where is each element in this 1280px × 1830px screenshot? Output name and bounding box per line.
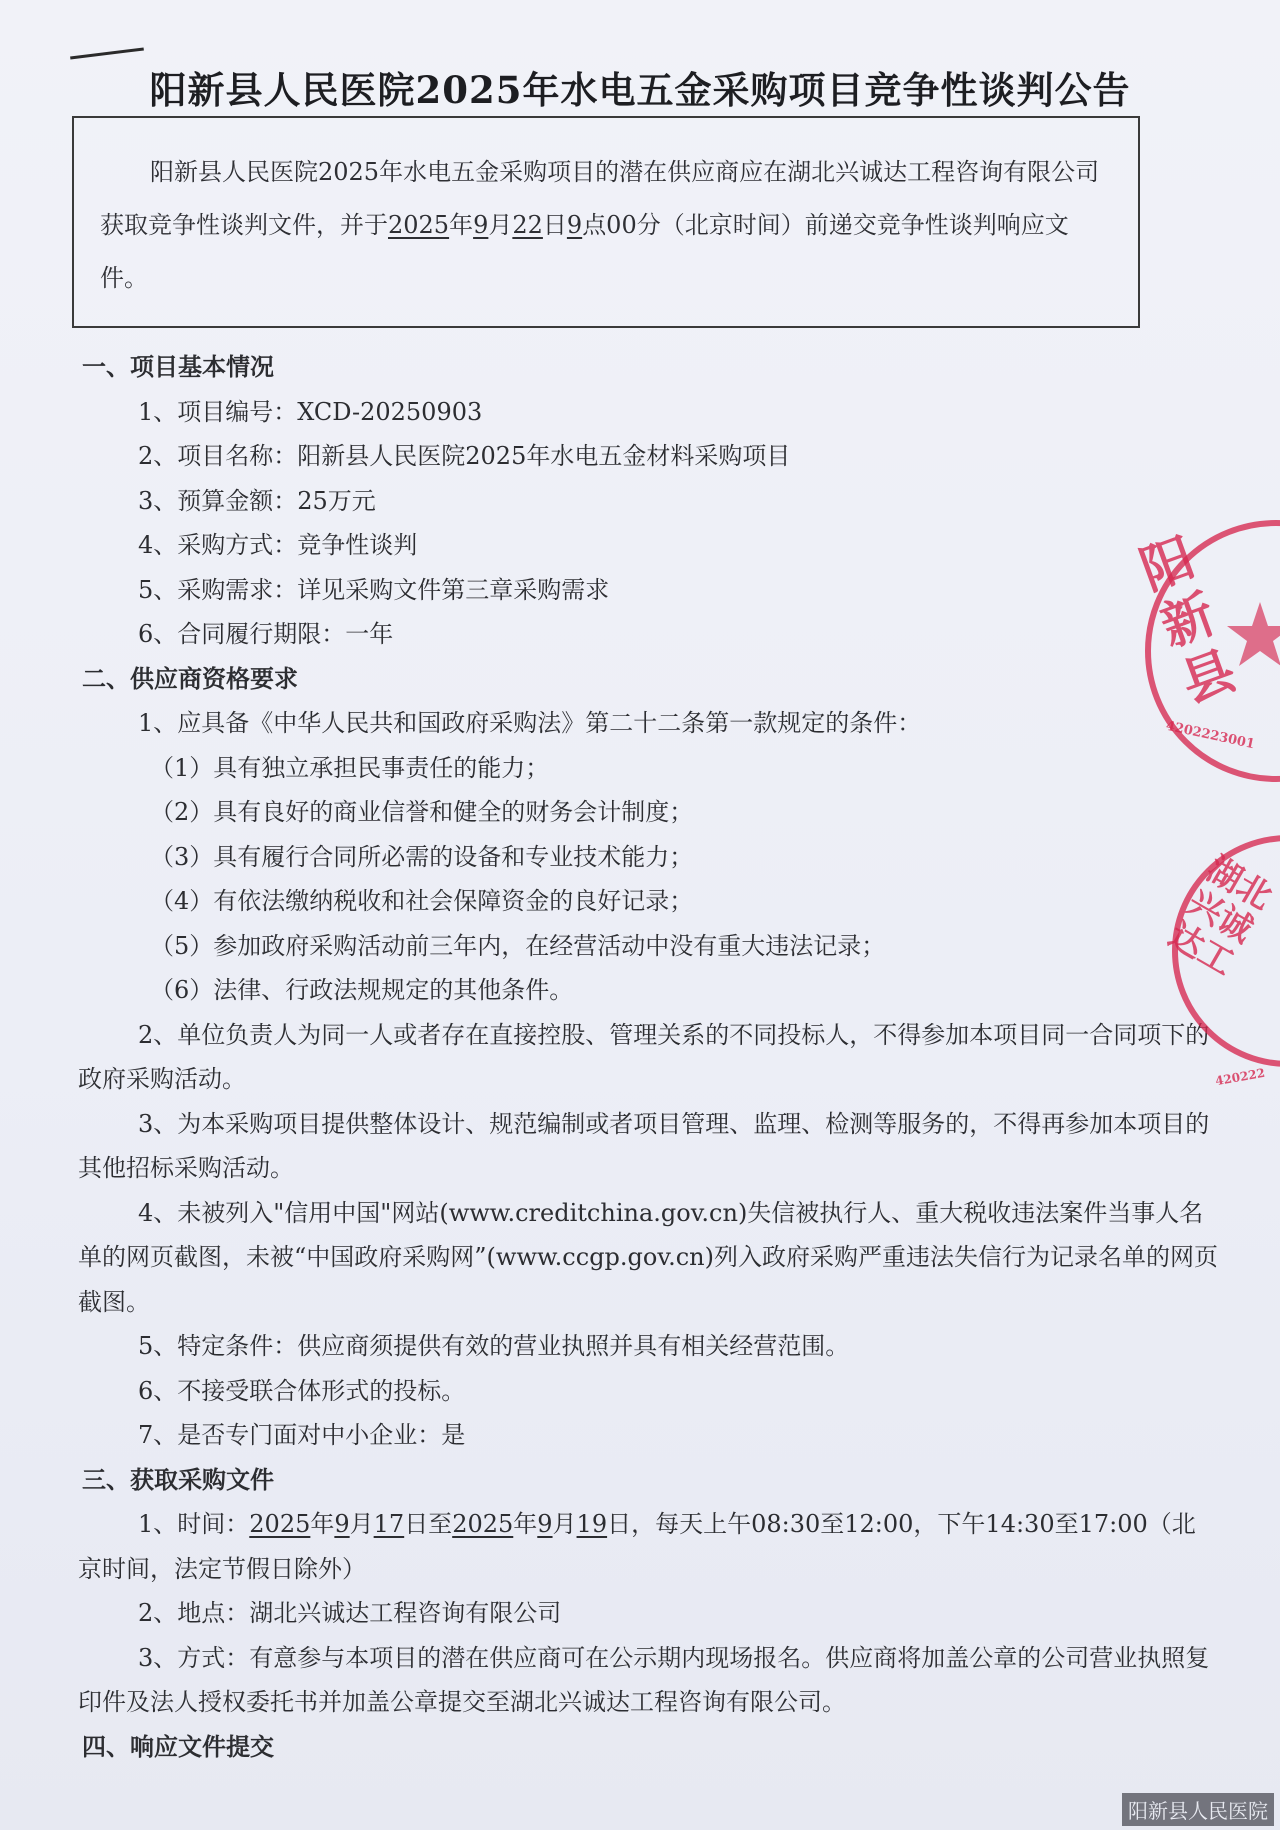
list-item: 4、采购方式：竞争性谈判: [138, 531, 418, 559]
company-seal-code: 420222: [1214, 1065, 1266, 1089]
sub-list-item: （5）参加政府采购活动前三年内，在经营活动中没有重大违法记录；: [150, 931, 886, 960]
sub-list-item: （3）具有履行合同所必需的设备和专业技术能力；: [150, 842, 694, 871]
paragraph: 2、单位负责人为同一人或者存在直接控股、管理关系的不同投标人，不得参加本项目同一合同项下的政府采购活动。: [78, 1020, 1210, 1093]
sub-list-item: （6）法律、行政法规规定的其他条件。: [150, 976, 574, 1004]
paragraph: 3、方式：有意参与本项目的潜在供应商可在公示期内现场报名。供应商将加盖公章的公司营业执照复印件及法人授权委托书并加盖公章提交至湖北兴诚达工程咨询有限公司。: [78, 1643, 1210, 1716]
section-heading: 二、供应商资格要求: [82, 663, 298, 693]
time-rest: 日，每天上午08:30至12:00，下午14:30至17:00（北京时间，法定节假日除外）: [78, 1510, 1196, 1583]
deadline-month-unit: 月: [488, 211, 513, 239]
list-item: 6、合同履行期限：一年: [138, 620, 394, 648]
deadline-hour: 9: [566, 211, 583, 239]
list-item: 2、项目名称：阳新县人民医院2025年水电五金材料采购项目: [138, 442, 791, 470]
end-year: 2025: [452, 1510, 514, 1538]
header-dash: [70, 48, 144, 60]
sub-list-item: （2）具有良好的商业信誉和健全的财务会计制度；: [150, 798, 694, 826]
watermark: 阳新县人民医院: [1122, 1793, 1274, 1826]
list-item: 5、采购需求：详见采购文件第三章采购需求: [138, 575, 610, 604]
list-item: 1、项目编号：XCD-20250903: [138, 397, 483, 426]
month-unit: 月: [552, 1510, 577, 1538]
notice-text-2: 点00分（北京时间）前递交竞争性谈判响应文件。: [100, 211, 1069, 292]
end-day: 19: [576, 1510, 608, 1538]
list-item: 6、不接受联合体形式的投标。: [138, 1376, 466, 1405]
end-month: 9: [537, 1510, 553, 1538]
section-heading: 三、获取采购文件: [82, 1464, 274, 1494]
year-unit: 年: [310, 1510, 335, 1538]
deadline-day: 22: [512, 211, 543, 239]
time-label: 1、时间：: [138, 1510, 250, 1538]
notice-paragraph: [100, 146, 1112, 305]
year-unit: 年: [513, 1510, 538, 1538]
deadline-month: 9: [473, 211, 489, 239]
list-item: 1、应具备《中华人民共和国政府采购法》第二十二条第一款规定的条件：: [138, 709, 922, 737]
document-title: 阳新县人民医院2025年水电五金采购项目竞争性谈判公告: [149, 68, 1131, 112]
start-year: 2025: [249, 1510, 311, 1538]
seal-star-icon: [1225, 600, 1280, 670]
start-day: 17: [373, 1510, 405, 1538]
to-text: 日至: [404, 1510, 453, 1538]
paragraph-time: [78, 1502, 1218, 1591]
notice-text-1: 阳新县人民医院2025年水电五金采购项目的潜在供应商应在湖北兴诚达工程咨询有限公司获取竞争性谈判文件，并于: [100, 158, 1100, 239]
document-body: [78, 345, 1218, 1769]
seal-star-shape: [1227, 602, 1280, 666]
list-item: 7、是否专门面对中小企业：是: [138, 1421, 466, 1449]
notice-box: [72, 116, 1140, 328]
deadline-day-unit: 日: [542, 211, 567, 239]
company-seal-text: 湖北兴诚达工: [1161, 849, 1279, 984]
hospital-seal-text: 阳新县: [1132, 526, 1244, 715]
section-heading: 四、响应文件提交: [82, 1731, 274, 1761]
list-item: 3、预算金额：25万元: [138, 486, 376, 515]
list-item: 2、地点：湖北兴诚达工程咨询有限公司: [138, 1599, 562, 1627]
start-month: 9: [334, 1510, 350, 1538]
paragraph: 3、为本采购项目提供整体设计、规范编制或者项目管理、监理、检测等服务的，不得再参加本项目的其他招标采购活动。: [78, 1109, 1210, 1182]
month-unit: 月: [349, 1510, 374, 1538]
hospital-seal-code: 4202223001: [1164, 718, 1257, 753]
deadline-year: 2025: [388, 211, 450, 239]
sub-list-item: （4）有依法缴纳税收和社会保障资金的良好记录；: [150, 887, 694, 915]
paragraph: 4、未被列入"信用中国"网站(www.creditchina.gov.cn)失信被执行人、重大税收违法案件当事人名单的网页截图，未被“中国政府采购网”(www.ccgp.gov.cn)列入政府采购严重违法失信行为记录名单的网页截图。: [78, 1198, 1218, 1316]
section-heading: 一、项目基本情况: [82, 352, 274, 381]
sub-list-item: （1）具有独立承担民事责任的能力；: [150, 753, 550, 782]
deadline-year-unit: 年: [449, 211, 474, 239]
list-item: 5、特定条件：供应商须提供有效的营业执照并具有相关经营范围。: [138, 1332, 850, 1360]
